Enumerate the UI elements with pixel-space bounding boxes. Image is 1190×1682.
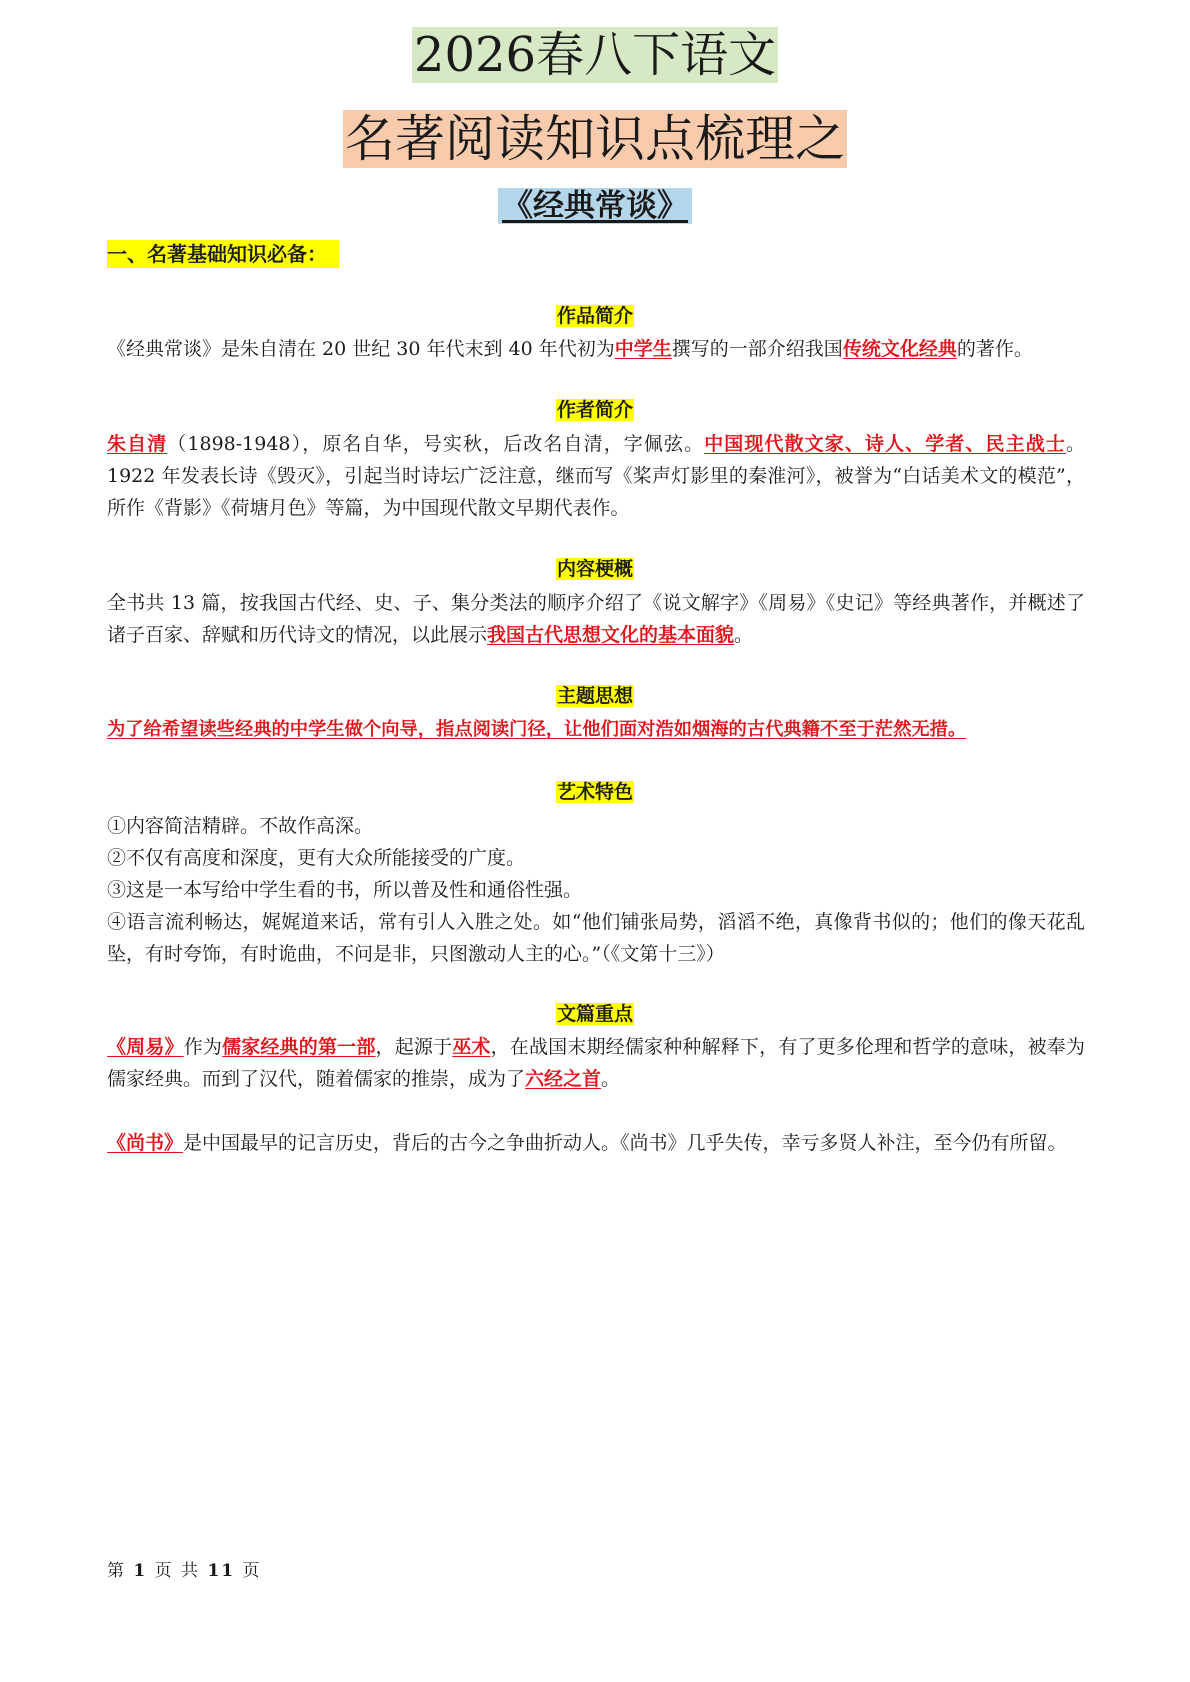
emphasis: 《尚书》	[107, 1132, 184, 1154]
heading-label: 主题思想	[556, 685, 633, 707]
list-item: ①内容简洁精辟。不故作高深。	[107, 815, 374, 837]
emphasis: 我国古代思想文化的基本面貌	[487, 624, 735, 646]
heading-work-intro	[0, 303, 1190, 329]
text: （1898-1948），原名自华，号实秋，后改名自清，字佩弦。	[167, 433, 705, 455]
title-book: 《经典常谈》	[498, 188, 692, 224]
emphasis: 六经之首	[525, 1068, 602, 1090]
paragraph-shangshu	[107, 1127, 1085, 1159]
heading-label: 作品简介	[556, 305, 633, 327]
text: 撰写的一部介绍我国	[671, 338, 843, 360]
paragraph-theme	[107, 714, 1085, 746]
list-item: ④语言流利畅达，娓娓道来话，常有引人入胜之处。如“他们铺张局势，滔滔不绝，真像背书似的；他们的像天花乱坠，有时夸饰，有时诡曲，不问是非，只图激动人主的心。”（《文第十三》）	[107, 911, 1085, 965]
title-line-1	[0, 26, 1190, 84]
emphasis: 中学生	[614, 338, 672, 360]
emphasis: 儒家经典的第一部	[222, 1036, 376, 1058]
page-footer	[107, 1560, 262, 1582]
heading-label: 内容梗概	[556, 558, 633, 580]
heading-content-summary	[0, 556, 1190, 582]
text: 的著作。	[956, 338, 1033, 360]
text: 作为	[183, 1036, 223, 1058]
title-grade: 2026春八下语文	[413, 27, 777, 83]
paragraph-work-intro	[107, 333, 1085, 365]
title-line-2	[0, 108, 1190, 170]
heading-label: 作者简介	[556, 399, 633, 421]
text: 。1922 年发表长诗《毁灭》，引起当时诗坛广泛注意，继而写《桨声灯影里的秦淮河》，被誉为“白话美术文的模范”，所作《背影》《荷塘月色》等篇，为中国现代散文早期代表作。	[107, 433, 1085, 519]
emphasis: 《周易》	[107, 1036, 184, 1058]
emphasis: 朱自清	[107, 433, 168, 455]
paragraph-content-summary	[107, 587, 1085, 651]
heading-author-intro	[0, 397, 1190, 423]
heading-label: 文篇重点	[556, 1003, 633, 1025]
page-number: 1	[133, 1561, 148, 1581]
list-art-features	[107, 810, 1085, 970]
heading-art-features	[0, 779, 1190, 805]
text: 。	[734, 624, 754, 646]
paragraph-author-intro	[107, 428, 1085, 524]
emphasis: 中国现代散文家、诗人、学者、民主战士	[704, 433, 1066, 455]
heading-key-chapters	[0, 1001, 1190, 1027]
paragraph-zhouyi	[107, 1031, 1085, 1095]
heading-label: 艺术特色	[556, 781, 633, 803]
list-item: ②不仅有高度和深度，更有大众所能接受的广度。	[107, 847, 526, 869]
footer-text: 页	[242, 1561, 262, 1581]
footer-text: 页 共	[154, 1561, 201, 1581]
text: 。	[601, 1068, 621, 1090]
text: ，在战国末期经儒家种种解释下，有了更多伦理和哲学的意味，被奉为儒家经典。而到了汉代，随着儒家的推崇，成为了	[107, 1036, 1085, 1090]
title-topic: 名著阅读知识点梳理之	[345, 110, 845, 168]
heading-theme	[0, 683, 1190, 709]
emphasis: 巫术	[452, 1036, 491, 1058]
title-line-3	[0, 186, 1190, 226]
text: 是中国最早的记言历史，背后的古今之争曲折动人。《尚书》几乎失传，幸亏多贤人补注，至今仍有所留。	[183, 1132, 1067, 1154]
footer-text: 第	[107, 1561, 126, 1581]
text: 《经典常谈》是朱自清在 20 世纪 30 年代末到 40 年代初为	[107, 338, 615, 360]
text: 全书共 13 篇，按我国古代经、史、子、集分类法的顺序介绍了《说文解字》《周易》《史记》等经典著作，并概述了诸子百家、辞赋和历代诗文的情况，以此展示	[107, 592, 1085, 646]
list-item: ③这是一本写给中学生看的书，所以普及性和通俗性强。	[107, 879, 583, 901]
total-pages: 11	[207, 1561, 236, 1581]
section-title: 一、名著基础知识必备：	[107, 240, 339, 268]
emphasis: 为了给希望读些经典的中学生做个向导，指点阅读门径，让他们面对浩如烟海的古代典籍不至于茫然无措。	[107, 719, 967, 740]
text: ，起源于	[375, 1036, 453, 1058]
emphasis: 传统文化经典	[842, 338, 957, 360]
